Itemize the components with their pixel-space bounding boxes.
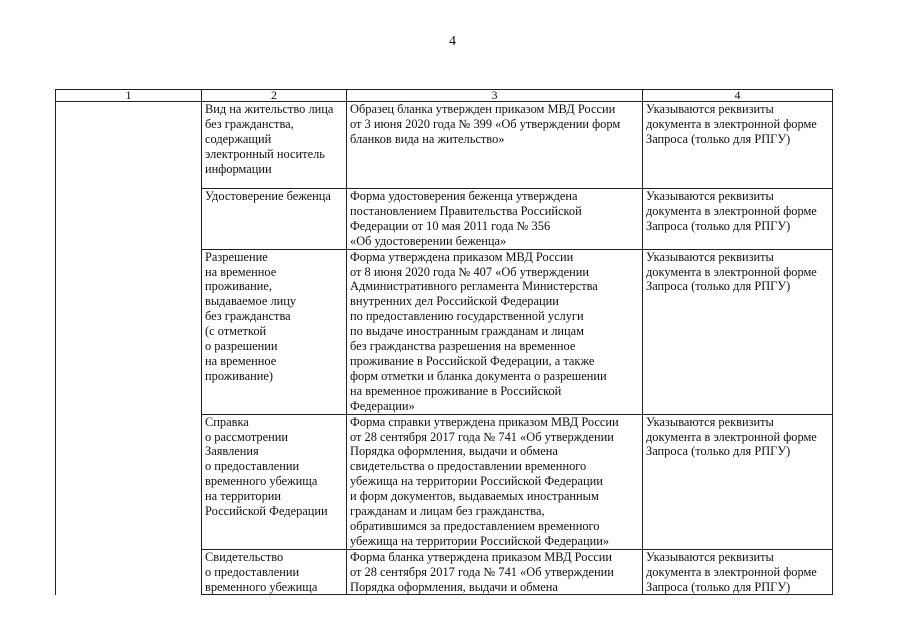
cell-text-line: Вид на жительство лица (205, 102, 334, 116)
row-cell-col1 (56, 189, 202, 250)
cell-text-line: Запроса (только для РПГУ) (646, 444, 791, 459)
cell-text-line: форм отметки и бланка документа о разрешении (350, 368, 607, 383)
table-header-row (56, 90, 833, 102)
cell-text-line: по выдаче иностранным гражданам и лицам (350, 324, 585, 339)
row-cell-requisites (643, 249, 833, 414)
row-cell-document-name (202, 189, 347, 250)
cell-text-line: на территории (205, 489, 282, 504)
cell-text-line: Запроса (только для РПГУ) (646, 131, 791, 146)
cell-text-line: на временное проживание в Российской (350, 383, 562, 398)
cell-text-line: электронный носитель (205, 146, 325, 161)
cell-text-line: документа в электронной форме (646, 203, 817, 218)
cell-text-line: о предоставлении (205, 564, 300, 579)
cell-text-line: «Об удостоверении беженца» (350, 233, 507, 248)
cell-text-line: Запроса (только для РПГУ) (646, 279, 791, 294)
cell-text-line: Порядка оформления, выдачи и обмена (350, 444, 558, 459)
row-cell-document-name (202, 249, 347, 414)
table-row (56, 414, 833, 549)
cell-text-line: свидетельства о предоставлении временного (350, 459, 587, 474)
cell-text-line: от 3 июня 2020 года № 399 «Об утверждении форм (350, 116, 621, 131)
cell-text-line: Запроса (только для РПГУ) (646, 218, 791, 233)
cell-text-line: документа в электронной форме (646, 264, 817, 279)
row-cell-col1 (56, 549, 202, 595)
row-cell-form-basis (347, 102, 643, 189)
table-row (56, 189, 833, 250)
row-cell-form-basis (347, 549, 643, 595)
cell-text-line: проживание) (205, 368, 273, 383)
header-cell-2: 2 (202, 90, 347, 102)
cell-text-line: Удостоверение беженца (205, 189, 331, 203)
row-cell-col1 (56, 102, 202, 189)
cell-text-line: содержащий (205, 131, 272, 146)
cell-text-line: документа в электронной форме (646, 116, 817, 131)
cell-text-line: документа в электронной форме (646, 564, 817, 579)
cell-text-line: о предоставлении (205, 459, 300, 474)
cell-text-line: проживание, (205, 279, 272, 294)
cell-text-line: убежища на территории Российской Федерации (350, 474, 603, 489)
cell-text-line: убежища на территории Российской Федерации» (350, 533, 610, 548)
cell-text-line: и форм документов, выдаваемых иностранным (350, 489, 599, 504)
cell-text-line: на временное (205, 264, 277, 279)
cell-text-line: Форма справки утверждена приказом МВД России (350, 414, 619, 429)
cell-text-line: документа в электронной форме (646, 429, 817, 444)
row-cell-form-basis (347, 249, 643, 414)
row-cell-requisites (643, 102, 833, 189)
row-cell-form-basis (347, 189, 643, 250)
cell-text-line: информации (205, 161, 272, 176)
cell-text-line: Порядка оформления, выдачи и обмена (350, 579, 558, 594)
cell-text-line: о разрешении (205, 339, 278, 354)
cell-text-line: Указываются реквизиты (646, 102, 774, 116)
cell-text-line: о рассмотрении (205, 429, 289, 444)
row-cell-document-name (202, 549, 347, 595)
header-cell-3: 3 (347, 90, 643, 102)
row-cell-col1 (56, 249, 202, 414)
cell-text-line: без гражданства разрешения на временное (350, 339, 576, 354)
cell-text-line: выдаваемое лицу (205, 294, 297, 309)
cell-text-line: Форма бланка утверждена приказом МВД России (350, 549, 612, 564)
row-cell-requisites (643, 414, 833, 549)
cell-text-line: по предоставлению государственной услуги (350, 309, 584, 324)
row-cell-requisites (643, 549, 833, 595)
cell-text-line: от 28 сентября 2017 года № 741 «Об утверждении (350, 564, 614, 579)
row-cell-document-name (202, 102, 347, 189)
cell-text-line: Справка (205, 414, 249, 429)
cell-text-line: на временное (205, 353, 277, 368)
cell-text-line: гражданам и лицам без гражданства, (350, 504, 545, 519)
row-cell-document-name (202, 414, 347, 549)
cell-text-line: от 8 июня 2020 года № 407 «Об утверждении (350, 264, 590, 279)
document-table (55, 89, 833, 595)
cell-text-line: Указываются реквизиты (646, 549, 774, 564)
cell-text-line: обратившимся за предоставлением временного (350, 518, 600, 533)
header-cell-1: 1 (56, 90, 202, 102)
cell-text-line: Административного регламента Министерства (350, 279, 598, 294)
cell-text-line: от 28 сентября 2017 года № 741 «Об утверждении (350, 429, 614, 444)
page-number: 4 (449, 34, 456, 49)
table-row (56, 102, 833, 189)
cell-text-line: (с отметкой (205, 324, 267, 339)
row-cell-col1 (56, 414, 202, 549)
cell-text-line: временного убежища (205, 474, 318, 489)
row-cell-form-basis (347, 414, 643, 549)
cell-text-line: Форма утверждена приказом МВД России (350, 249, 574, 264)
cell-text-line: постановлением Правительства Российской (350, 203, 582, 218)
table-row (56, 549, 833, 595)
cell-text-line: Указываются реквизиты (646, 414, 774, 429)
cell-text-line: Российской Федерации (205, 504, 328, 519)
cell-text-line: Указываются реквизиты (646, 249, 774, 264)
cell-text-line: без гражданства, (205, 116, 294, 131)
table-row (56, 249, 833, 414)
cell-text-line: Заявления (205, 444, 259, 459)
cell-text-line: временного убежища (205, 579, 318, 594)
cell-text-line: проживание в Российской Федерации, а также (350, 353, 595, 368)
cell-text-line: Форма удостоверения беженца утверждена (350, 189, 578, 203)
cell-text-line: бланков вида на жительство» (350, 131, 505, 146)
cell-text-line: без гражданства (205, 309, 291, 324)
cell-text-line: внутренних дел Российской Федерации (350, 294, 559, 309)
cell-text-line: Свидетельство (205, 549, 284, 564)
cell-text-line: Федерации» (350, 398, 415, 413)
header-cell-4: 4 (643, 90, 833, 102)
cell-text-line: Запроса (только для РПГУ) (646, 579, 791, 594)
cell-text-line: Разрешение (205, 249, 268, 264)
cell-text-line: Образец бланка утвержден приказом МВД России (350, 102, 616, 116)
cell-text-line: Федерации от 10 мая 2011 года № 356 (350, 218, 551, 233)
cell-text-line: Указываются реквизиты (646, 189, 774, 203)
row-cell-requisites (643, 189, 833, 250)
